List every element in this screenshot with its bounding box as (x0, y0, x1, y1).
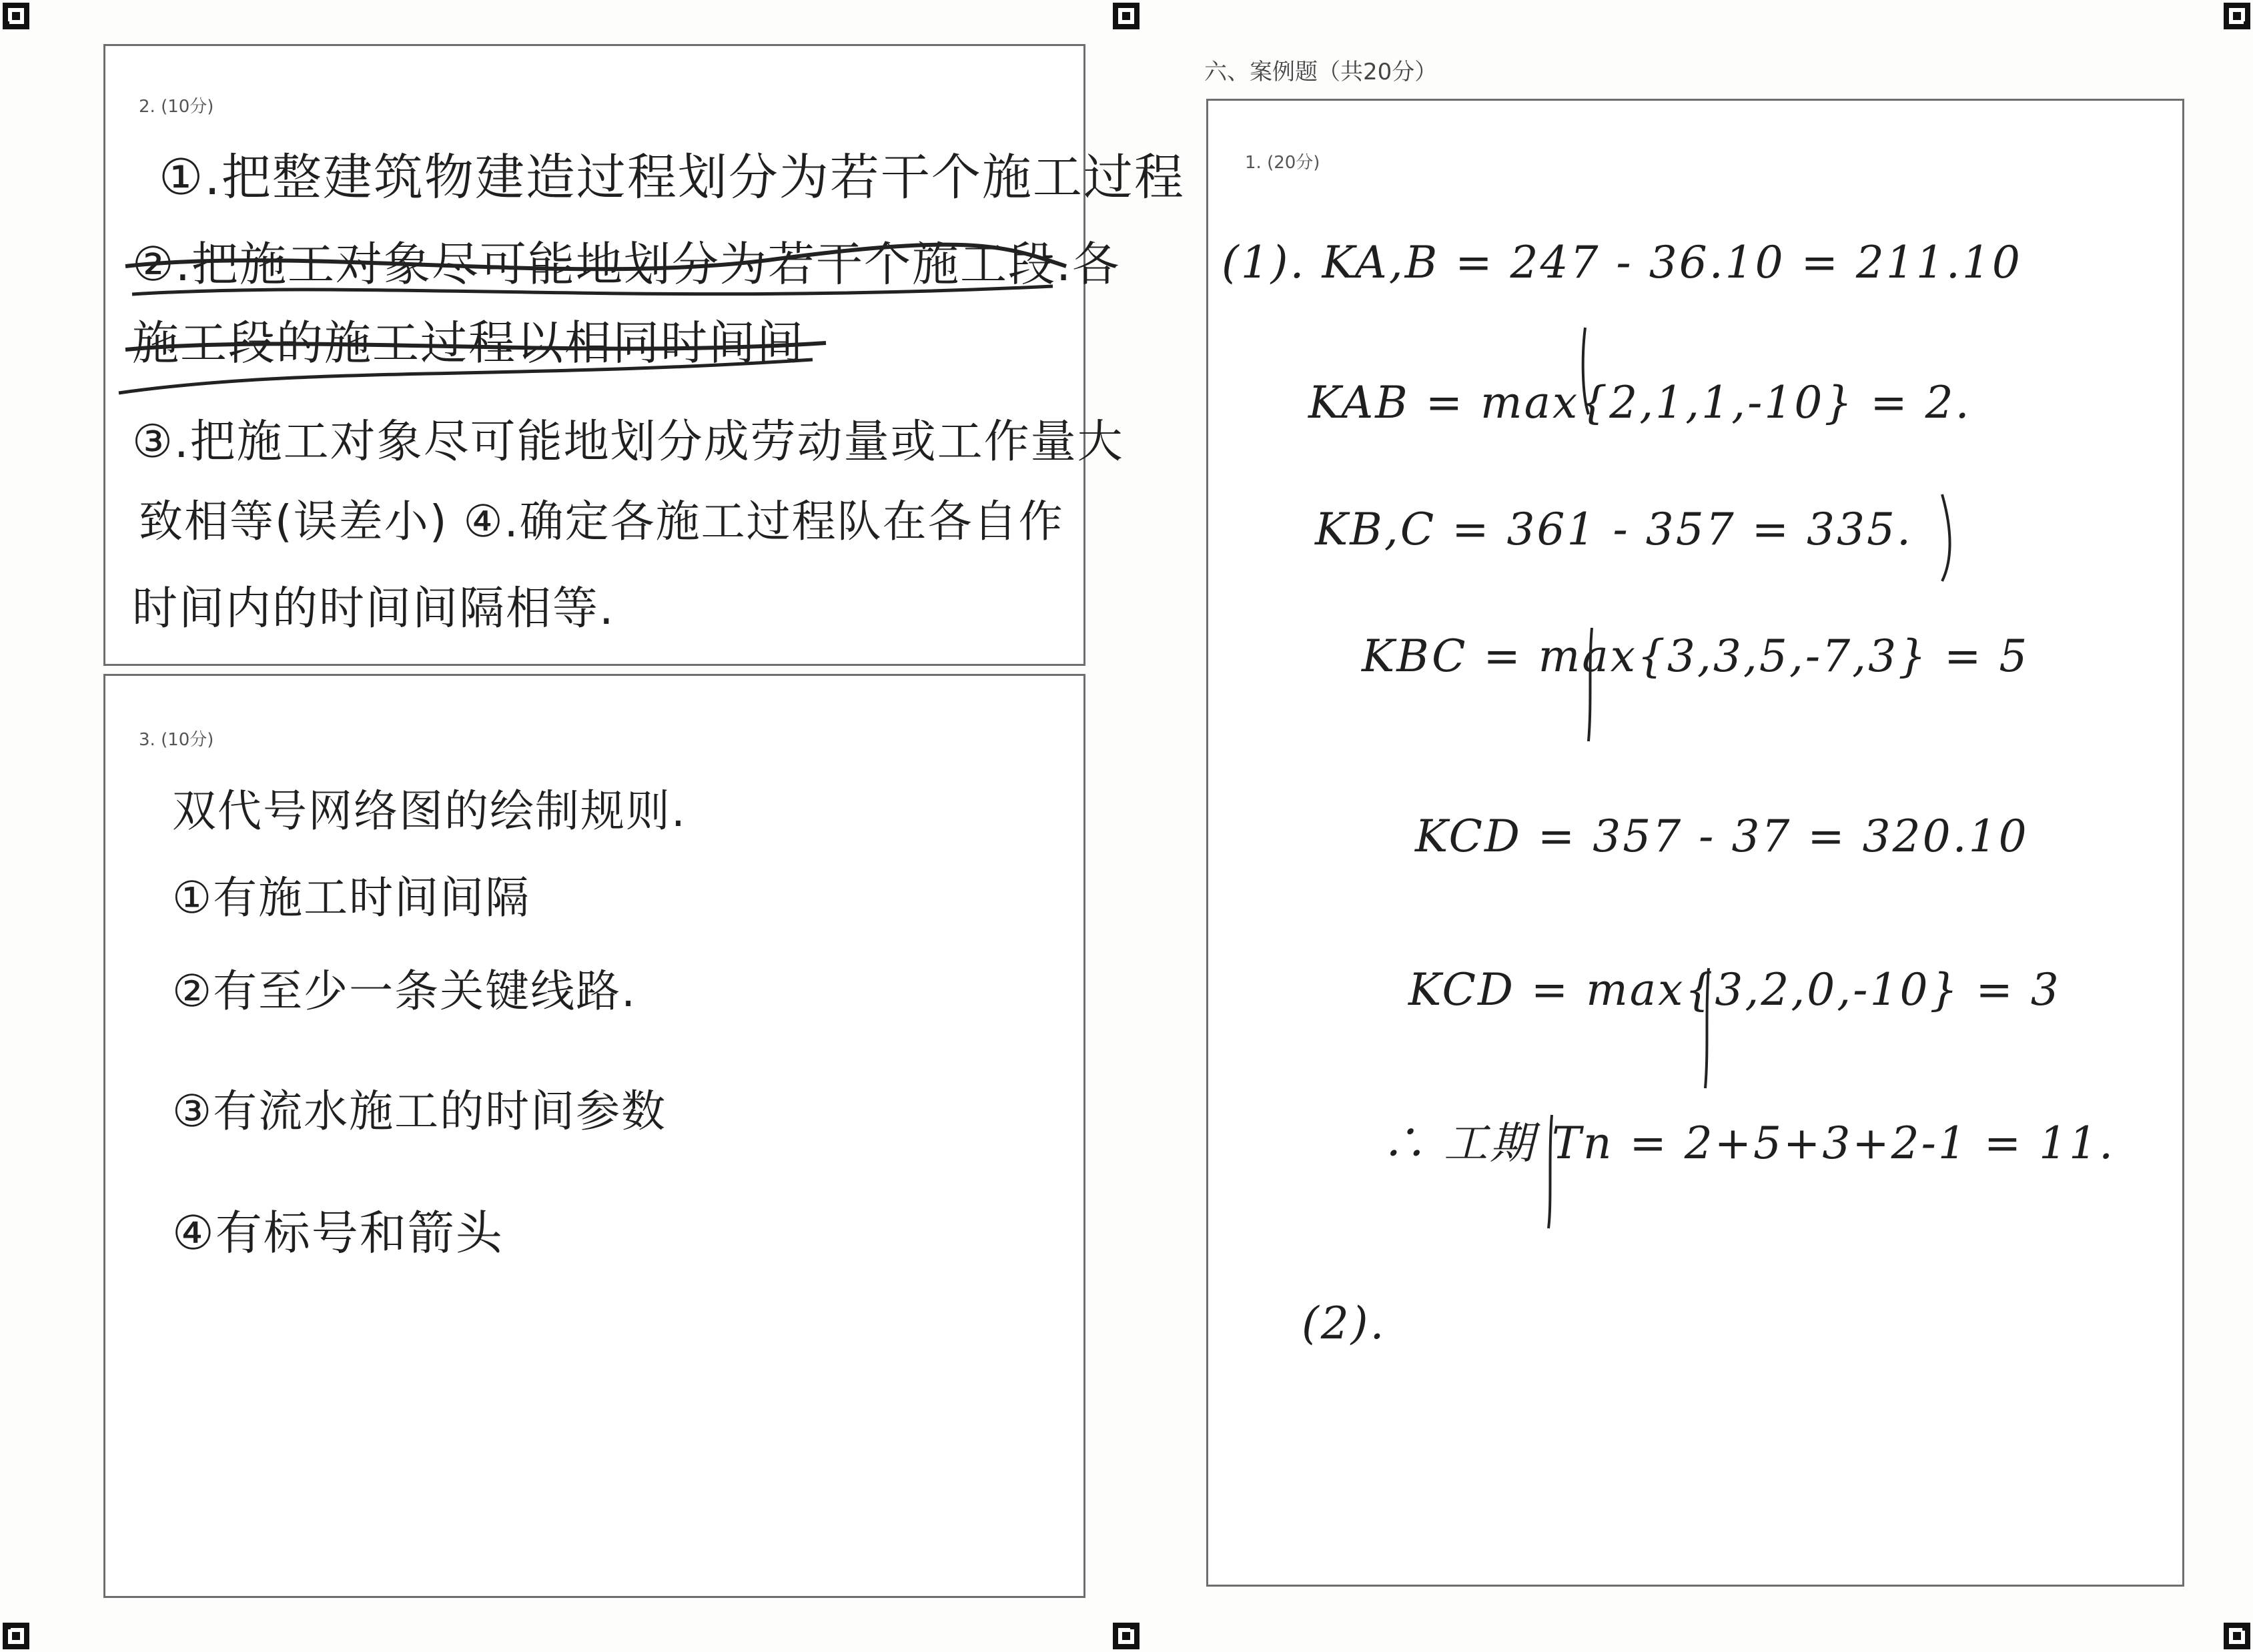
q3-answer-line-5: ④有标号和箭头 (172, 1206, 504, 1260)
question-2-answer-box (103, 44, 1185, 666)
fiducial-marker-icon (3, 3, 29, 29)
q1-calc-line-3: KB,C = 361 - 357 = 335. (1315, 504, 1913, 555)
q2-answer-line-1: ①.把整建筑物建造过程划分为若干个施工过程 (159, 149, 1185, 206)
question-3-answer-box (103, 674, 1085, 1598)
q1-calc-line-2: KAB = max{2,1,1,-10} = 2. (1308, 377, 1971, 428)
q2-answer-line-5: 致相等(误差小) ④.确定各施工过程队在各自作 (139, 496, 1064, 547)
q2-answer-line-4: ③.把施工对象尽可能地划分成劳动量或工作量大 (132, 416, 1124, 468)
q2-answer-line-2-struck: ②.把施工对象尽可能地划分为若干个施工段.各 (132, 237, 1121, 292)
q1-calc-line-4: KBC = max{3,3,5,-7,3} = 5 (1362, 631, 2030, 682)
q3-answer-line-4: ③有流水施工的时间参数 (172, 1086, 667, 1137)
question-2-label: 2. (10分) (139, 97, 214, 117)
section-title: 六、案例题（共20分） (1204, 59, 1438, 85)
case-question-1-answer-box (1206, 99, 2184, 1587)
q1-calc-line-8: (2). (1302, 1298, 1386, 1349)
q1-calc-line-6: KCD = max{3,2,0,-10} = 3 (1408, 964, 2061, 1015)
q1-calc-line-7: ∴ 工期 Tn = 2+5+3+2-1 = 11. (1382, 1118, 2116, 1169)
case-question-1-label: 1. (20分) (1245, 153, 1320, 173)
q1-calc-line-5: KCD = 357 - 37 = 320.10 (1415, 811, 2029, 862)
fiducial-marker-icon (2224, 3, 2250, 29)
q3-answer-line-3: ②有至少一条关键线路. (172, 965, 637, 1017)
fiducial-marker-icon (1113, 3, 1140, 29)
question-3-label: 3. (10分) (139, 730, 214, 750)
q3-answer-line-2: ①有施工时间间隔 (172, 872, 531, 923)
q2-answer-line-3-struck: 施工段的施工过程以相同时间间 (132, 316, 805, 370)
fiducial-marker-icon (1113, 1623, 1140, 1649)
fiducial-marker-icon (2224, 1623, 2250, 1649)
q3-answer-line-1: 双代号网络图的绘制规则. (172, 785, 687, 837)
q2-answer-line-6: 时间内的时间间隔相等. (132, 582, 615, 635)
fiducial-marker-icon (3, 1623, 29, 1649)
q1-calc-line-1: (1). KA,B = 247 - 36.10 = 211.10 (1222, 237, 2022, 288)
